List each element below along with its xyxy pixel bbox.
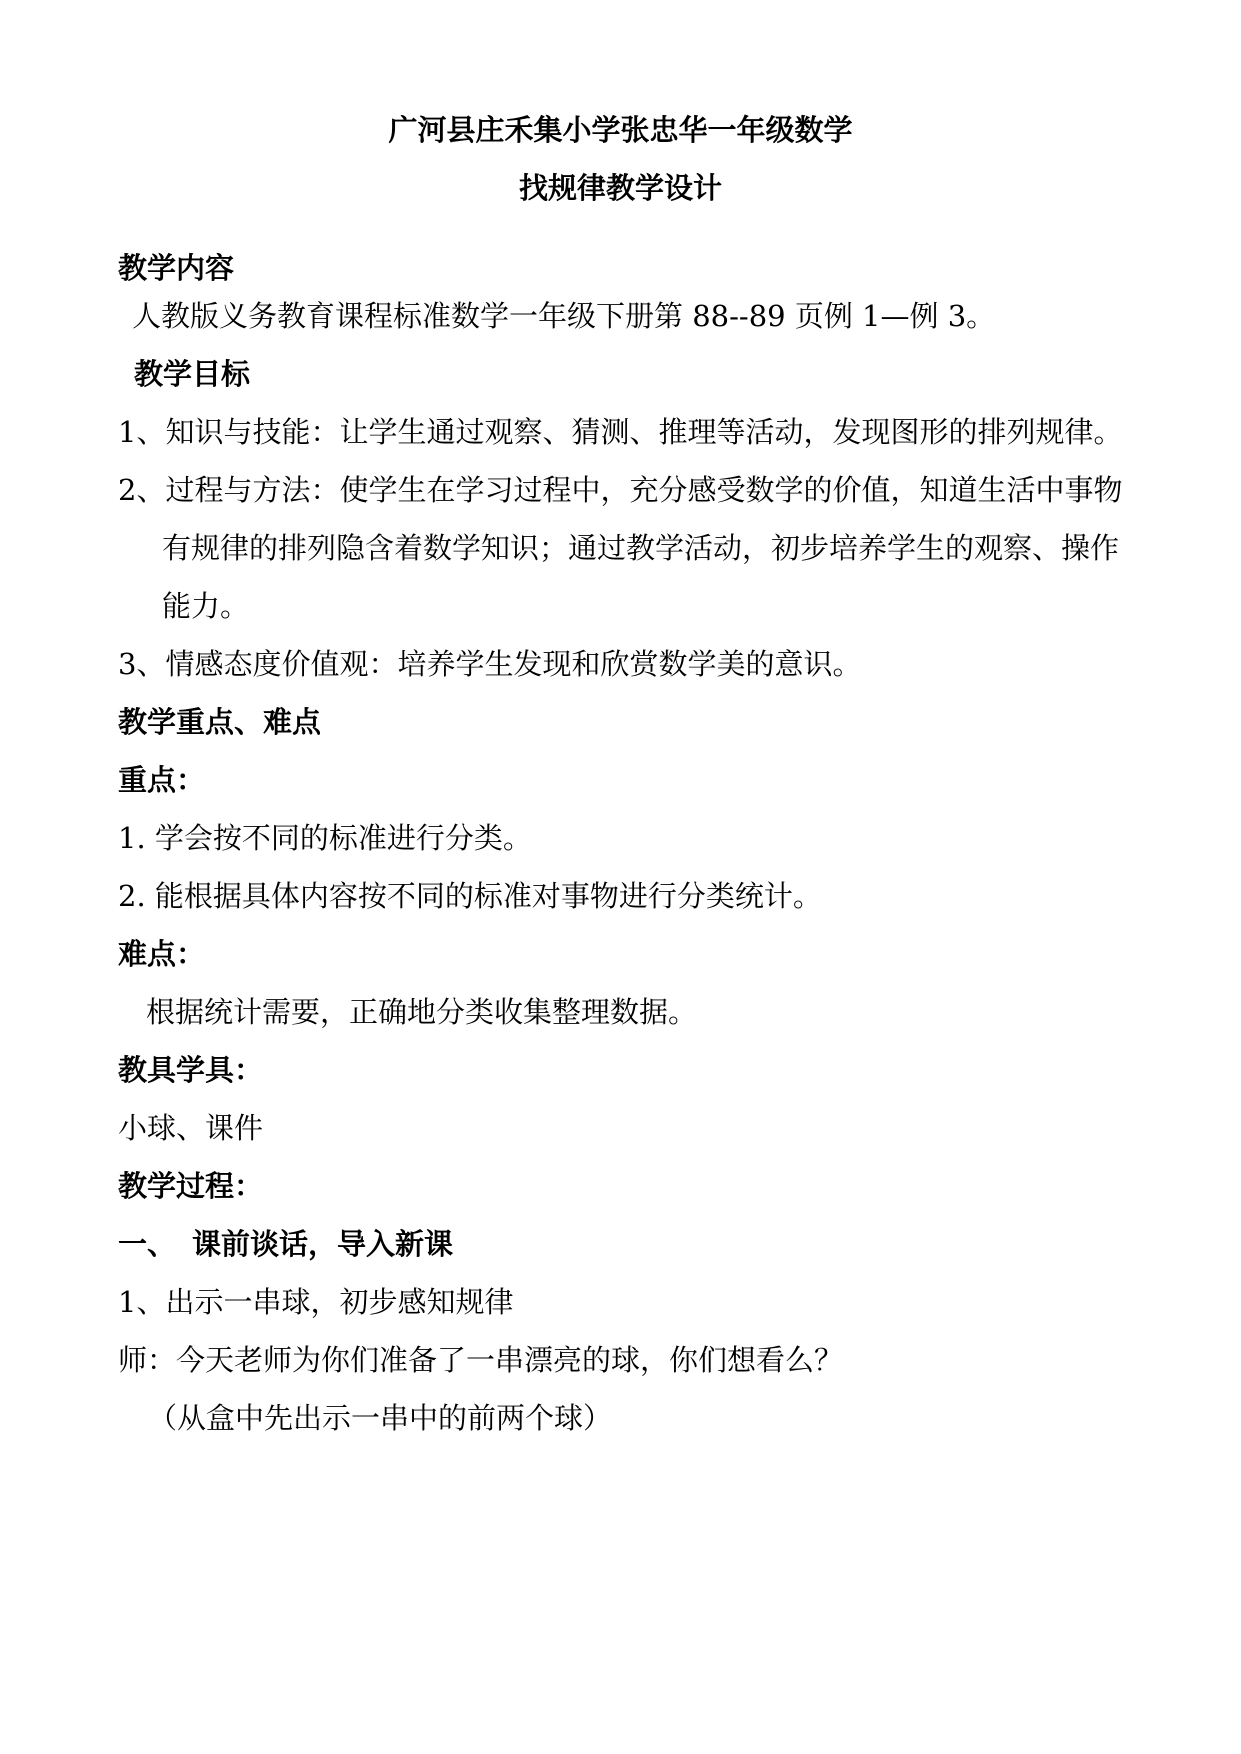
difficulty-label: 难点： <box>118 937 206 971</box>
key-item-1: 1. 学会按不同的标准进行分类。 <box>118 821 532 855</box>
goal-item-1: 1、知识与技能：让学生通过观察、猜测、推理等活动，发现图形的排列规律。 <box>118 415 1123 449</box>
tools-label: 教具学具： <box>118 1053 264 1087</box>
goal-item-2-line-1: 2、过程与方法：使学生在学习过程中，充分感受数学的价值，知道生活中事物 <box>118 473 1123 507</box>
step-1: 1、出示一串球，初步感知规律 <box>118 1285 514 1319</box>
document-title: 广河县庄禾集小学张忠华一年级数学 <box>388 113 853 147</box>
tools-text: 小球、课件 <box>118 1111 264 1145</box>
goal-item-2-line-2: 有规律的排列隐含着数学知识；通过教学活动，初步培养学生的观察、操作 <box>162 531 1120 565</box>
section-heading-goals: 教学目标 <box>134 357 251 391</box>
difficulty-text: 根据统计需要，正确地分类收集整理数据。 <box>146 995 698 1029</box>
document-subtitle: 找规律教学设计 <box>518 171 722 205</box>
section-heading-keypoints: 教学重点、难点 <box>118 705 322 739</box>
content-text: 人教版义务教育课程标准数学一年级下册第 88--89 页例 1—例 3。 <box>132 299 996 333</box>
note-line: （从盒中先出示一串中的前两个球） <box>148 1401 613 1435</box>
section-heading-content: 教学内容 <box>118 251 235 285</box>
process-label: 教学过程： <box>118 1169 264 1203</box>
goal-item-2-line-3: 能力。 <box>162 589 250 623</box>
teacher-line: 师：今天老师为你们准备了一串漂亮的球，你们想看么？ <box>118 1343 844 1377</box>
goal-item-3: 3、情感态度价值观：培养学生发现和欣赏数学美的意识。 <box>118 647 862 681</box>
section-1-number: 一、 <box>118 1227 177 1261</box>
section-1-title: 课前谈话，导入新课 <box>192 1227 454 1261</box>
key-item-2: 2. 能根据具体内容按不同的标准对事物进行分类统计。 <box>118 879 822 913</box>
key-label: 重点： <box>118 763 206 797</box>
